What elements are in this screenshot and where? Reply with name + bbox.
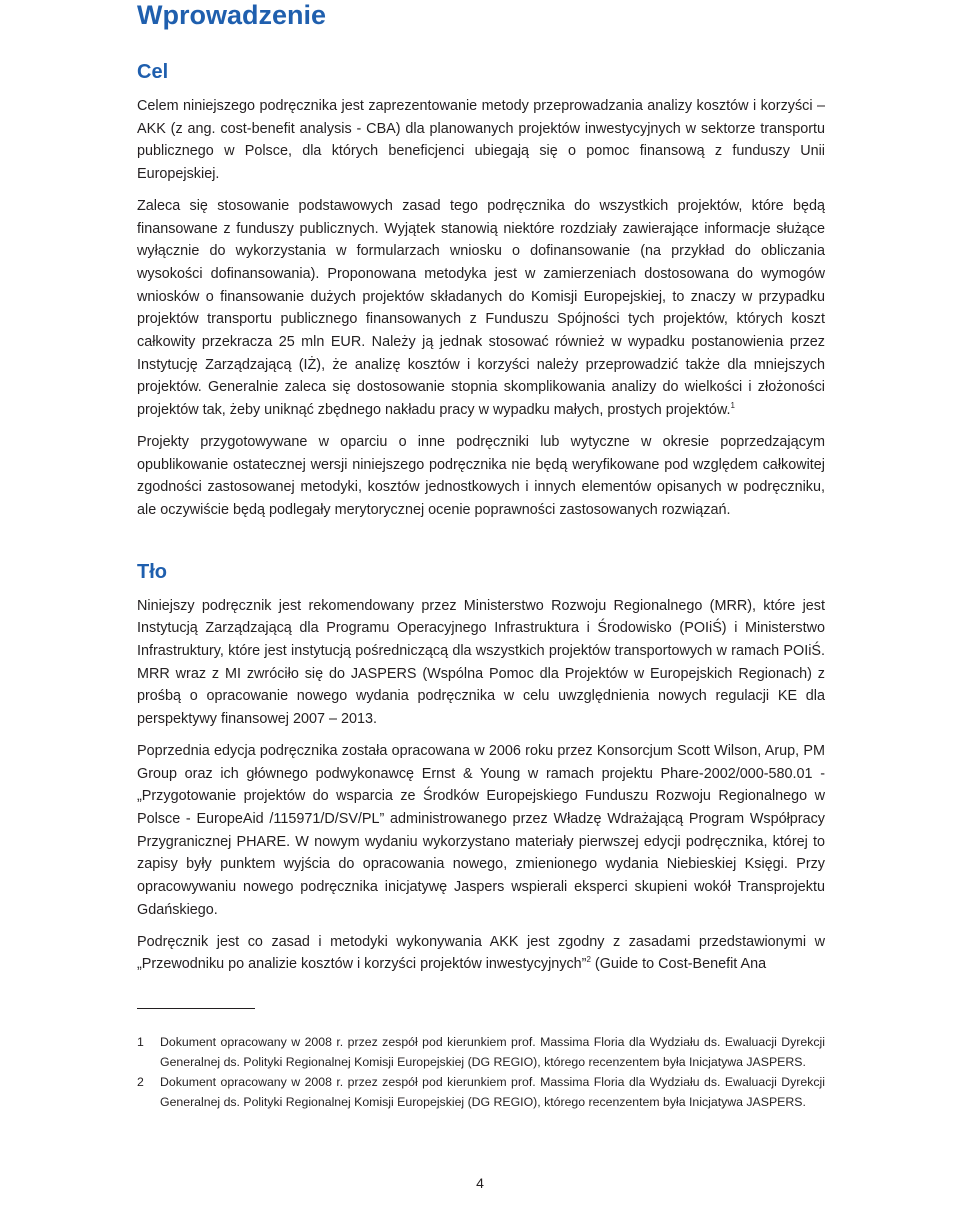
footnote-divider — [137, 1008, 255, 1009]
footnote-ref[interactable]: 1 — [730, 401, 735, 411]
paragraph — [137, 195, 825, 422]
section-cel — [137, 60, 825, 522]
paragraph-text: Podręcznik jest co zasad i metodyki wykonywania AKK jest zgodny z zasadami przedstawionymi w „Przewodniku po analizie kosztów i korzyści projektów inwestycyjnych” — [137, 933, 825, 973]
page-number: 4 — [476, 1175, 484, 1191]
document-page — [137, 0, 825, 1112]
footnote-number: 1 — [137, 1034, 144, 1049]
section-title-cel: Cel — [137, 61, 169, 83]
footnote-text: Dokument opracowany w 2008 r. przez zespół pod kierunkiem prof. Massima Floria dla Wydziału ds. Ewaluacji Dyrekcji Generalnej ds. Polityki Regionalnej Komisji Europejskiej (DG REGIO), którego recenzentem była Inicjatywa JASPERS. — [160, 1034, 825, 1069]
section-tlo — [137, 560, 825, 976]
footnote — [137, 1072, 825, 1112]
paragraph: Niniejszy podręcznik jest rekomendowany przez Ministerstwo Rozwoju Regionalnego (MRR), które jest Instytucją Zarządzającą dla Programu Operacyjnego Infrastruktura i Środowisko (POIiŚ) i Ministerstwo Infrastruktury, które jest instytucją pośredniczącą dla wszystkich projektów transportowych w ramach POIiŚ. MRR wraz z MI zwróciło się do JASPERS (Wspólna Pomoc dla Projektów w Europejskich Regionach) z prośbą o opracowanie nowego wydania podręcznika w celu uwzględnienia nowych regulacji KE dla perspektywy finansowej 2007 – 2013. — [137, 597, 825, 728]
section-body-cel — [137, 95, 825, 522]
footnote-ref[interactable]: 2 — [586, 955, 591, 965]
paragraph: Projekty przygotowywane w oparciu o inne podręczniki lub wytyczne w okresie poprzedzającym opublikowanie ostatecznej wersji niniejszego podręcznika nie będą weryfikowane pod względem całkowitej zgodności zastosowanej metodyki, kosztów jednostkowych i innych elementów opisanych w podręczniku, ale oczywiście będą podlegały merytorycznej ocenie poprawności zastosowanych rozwiązań. — [137, 433, 825, 518]
paragraph: Celem niniejszego podręcznika jest zaprezentowanie metody przeprowadzania analizy kosztów i korzyści – AKK (z ang. cost-benefit analysis - CBA) dla planowanych projektów inwestycyjnych w sektorze transportu publicznego w Polsce, dla których beneficjenci ubiegają się o pomoc finansową z funduszy Unii Europejskiej. — [137, 98, 825, 183]
paragraph — [137, 931, 825, 976]
paragraph-text: (Guide to Cost-Benefit Ana — [590, 956, 767, 973]
paragraph-text: Zaleca się stosowanie podstawowych zasad tego podręcznika do wszystkich projektów, które będą finansowane z funduszy publicznych. Wyjątek stanowią niektóre rozdziały zawierające informacje służące wyłącznie do wykorzystania w formularzach wniosku o dofinansowanie (na przykład do obliczania wysokości dofinansowania). Proponowana metodyka jest w zamierzeniach dostosowana do wymogów wniosków o finansowanie dużych projektów składanych do Komisji Europejskiej, to znaczy w przypadku projektów transportu publicznego finansowanych z Funduszu Spójności tych projektów, których koszt całkowity przekracza 25 mln EUR. Należy ją jednak stosować również w wypadku postanowienia przez Instytucję Zarządzającą (IŻ), że analizę kosztów i korzyści należy przeprowadzić także dla mniejszych projektów. Generalnie zaleca się dostosowanie stopnia skomplikowania analizy do wielkości i złożoności projektów tak, żeby uniknąć zbędnego nakładu pracy w wypadku małych, prostych projektów. — [137, 197, 825, 419]
chapter-title: Wprowadzenie — [137, 0, 327, 30]
paragraph: Poprzednia edycja podręcznika została opracowana w 2006 roku przez Konsorcjum Scott Wilson, Arup, PM Group oraz ich głównego podwykonawcę Ernst & Young w ramach projektu Phare-2002/000-580.01 - „Przygotowanie projektów do wsparcia ze Środków Europejskiego Funduszu Rozwoju Regionalnego w Polsce - EuropeAid /115971/D/SV/PL” administrowanego przez Władzę Wdrażającą Program Współpracy Przygranicznej PHARE. W nowym wydaniu wykorzystano materiały pierwszej edycji podręcznika, której to zapisy były punktem wyjścia do opracowania nowego, zmienionego wydania Niebieskiej Księgi. Przy opracowywaniu nowego podręcznika inicjatywę Jaspers wspierali eksperci skupieni wokół Transprojektu Gdańskiego. — [137, 742, 825, 918]
footnotes — [137, 1032, 825, 1112]
footnote — [137, 1032, 825, 1072]
footnote-text: Dokument opracowany w 2008 r. przez zespół pod kierunkiem prof. Massima Floria dla Wydziału ds. Ewaluacji Dyrekcji Generalnej ds. Polityki Regionalnej Komisji Europejskiej (DG REGIO), którego recenzentem była Inicjatywa JASPERS. — [160, 1074, 825, 1109]
section-title-tlo: Tło — [137, 560, 167, 583]
section-body-tlo — [137, 595, 825, 976]
footnote-number: 2 — [137, 1074, 144, 1089]
